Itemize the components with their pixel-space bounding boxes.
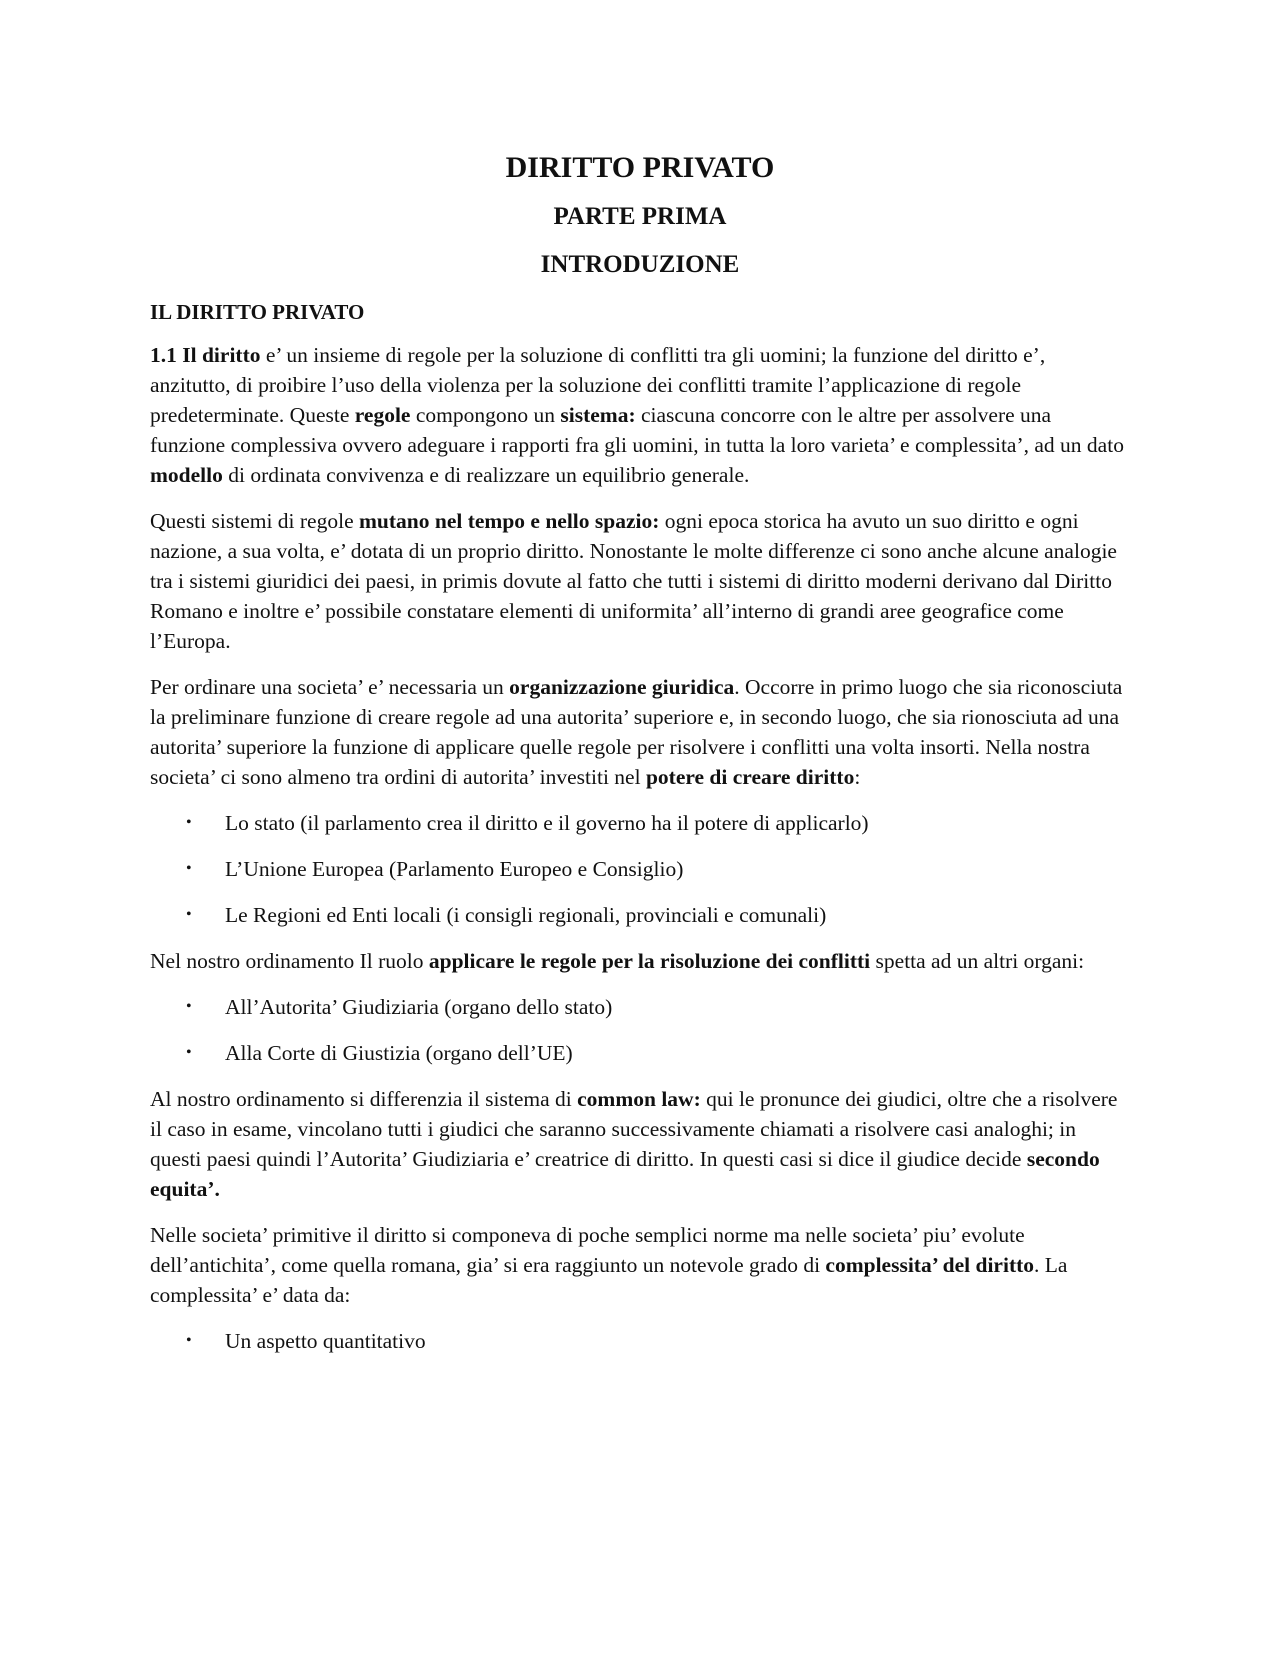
bold-term: regole [354,403,411,427]
paragraph-5 [150,1084,1130,1204]
bold-term: applicare le regole per la risoluzione dei conflitti [428,949,871,973]
bold-term: secondo equita’. [150,1147,1100,1201]
section-heading: IL DIRITTO PRIVATO [150,300,365,324]
paragraph-4 [150,946,1130,976]
bullet-icon: • [186,998,192,1015]
bold-term: organizzazione giuridica [509,675,735,699]
paragraph-6 [150,1220,1130,1310]
list-item-text: Un aspetto quantitativo [225,1329,426,1353]
list-item [150,992,1130,1022]
list-item [150,1326,1130,1356]
paragraph-1 [150,340,1130,490]
bullet-icon: • [186,1044,192,1061]
bullet-icon: • [186,1332,192,1349]
complexity-list [150,1326,1130,1356]
paragraph-2 [150,506,1130,656]
bold-term: mutano nel tempo e nello spazio: [359,509,660,533]
list-item [150,808,1130,838]
paragraph-3 [150,672,1130,792]
paragraph-text: ciascuna concorre con le altre per assolvere una funzione complessiva ovvero adeguare i rapporti fra gli uomini, in tutta la loro varieta’ e complessita’, ad un dato [150,403,1124,457]
bullet-icon: • [186,814,192,831]
list-item-text: All’Autorita’ Giudiziaria (organo dello stato) [225,995,613,1019]
authority-list [150,808,1130,930]
paragraph-text: . Occorre in primo luogo che sia riconosciuta la preliminare funzione di creare regole ad una autorita’ superiore e, in secondo luogo, che sia rionosciuta ad una autorita’ superiore la funzione di applicare quelle regole per risolvere i conflitti una volta insorti. Nella nostra societa’ ci sono almeno tra ordini di autorita’ investiti nel [150,675,1123,789]
bold-term: complessita’ del diritto [825,1253,1035,1277]
list-item [150,900,1130,930]
paragraph-text: Per ordinare una societa’ e’ necessaria un [150,675,510,699]
list-item-text: Lo stato (il parlamento crea il diritto e il governo ha il potere di applicarlo) [225,811,869,835]
paragraph-text: spetta ad un altri organi: [870,949,1085,973]
list-item-text: Le Regioni ed Enti locali (i consigli regionali, provinciali e comunali) [225,903,827,927]
paragraph-text: . La complessita’ e’ data da: [150,1253,1068,1307]
paragraph-text: : [854,765,861,789]
list-item-text: L’Unione Europea (Parlamento Europeo e Consiglio) [225,857,684,881]
bullet-icon: • [186,906,192,923]
paragraph-text: e’ un insieme di regole per la soluzione di conflitti tra gli uomini; la funzione del diritto e’, anzitutto, di proibire l’uso della violenza per la soluzione dei conflitti tramite l’applicazione di regole predeterminate. Queste [150,343,1046,427]
organs-list [150,992,1130,1068]
paragraph-text: compongono un [410,403,561,427]
paragraph-text: Questi sistemi di regole [150,509,359,533]
bold-term: potere di creare diritto [645,765,855,789]
bullet-icon: • [186,860,192,877]
list-item-text: Alla Corte di Giustizia (organo dell’UE) [225,1041,573,1065]
paragraph-text: di ordinata convivenza e di realizzare un equilibrio generale. [222,463,750,487]
part-title: PARTE PRIMA [553,203,727,230]
paragraph-text: Nel nostro ordinamento Il ruolo [150,949,429,973]
paragraph-text: Nelle societa’ primitive il diritto si componeva di poche semplici norme ma nelle societa’ piu’ evolute dell’antichita’, come quella romana, gia’ si era raggiunto un notevole grado di [150,1223,1025,1277]
bold-term: 1.1 Il diritto [150,343,261,367]
chapter-title: INTRODUZIONE [540,251,740,278]
paragraph-text: Al nostro ordinamento si differenzia il sistema di [150,1087,578,1111]
list-item [150,1038,1130,1068]
bold-term: modello [150,463,223,487]
bold-term: sistema: [560,403,636,427]
list-item [150,854,1130,884]
document-title: DIRITTO PRIVATO [505,151,775,184]
bold-term: common law: [577,1087,701,1111]
paragraph-text: ogni epoca storica ha avuto un suo diritto e ogni nazione, a sua volta, e’ dotata di un proprio diritto. Nonostante le molte differenze ci sono anche alcune analogie tra i sistemi giuridici dei paesi, in primis dovute al fatto che tutti i sistemi di diritto moderni derivano dal Diritto Romano e inoltre e’ possibile constatare elementi di uniformita’ all’interno di grandi aree geografice come l’Europa. [150,509,1117,653]
document-page [150,140,1130,1372]
paragraph-text: qui le pronunce dei giudici, oltre che a risolvere il caso in esame, vincolano tutti i giudici che saranno successivamente chiamati a risolvere casi analoghi; in questi paesi quindi l’Autorita’ Giudiziaria e’ creatrice di diritto. In questi casi si dice il giudice decide [150,1087,1118,1171]
